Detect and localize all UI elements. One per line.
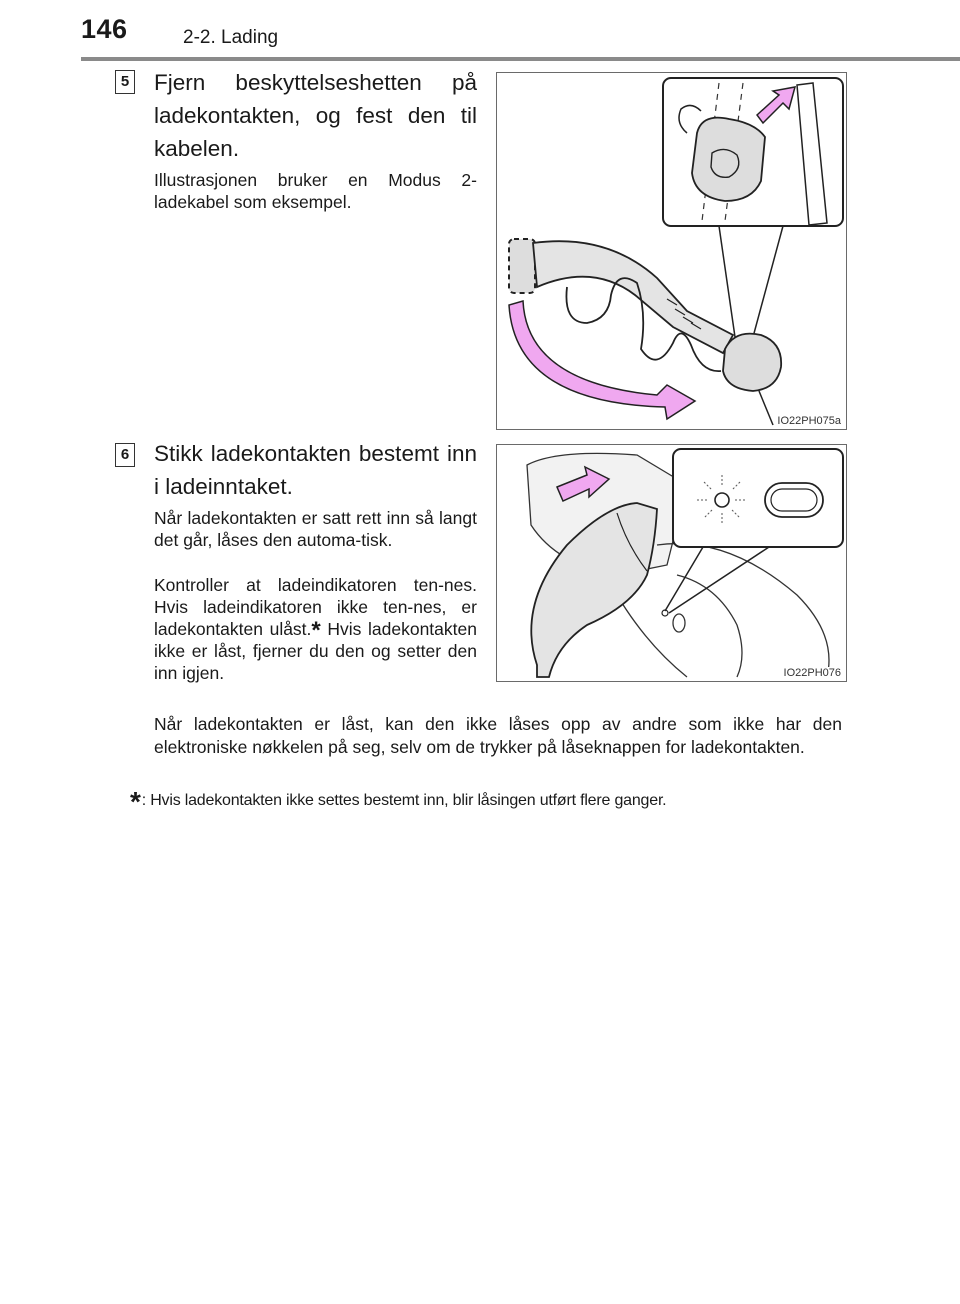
footnote-separator: : — [141, 792, 146, 809]
step-6-heading: Stikk ladekontakten bestemt inn i ladeinntaket. — [154, 441, 477, 499]
step-6-note-2-text: Kontroller at ladeindikatoren ten-nes. Hvis ladeindikatoren ikke ten-nes, er ladekontakten ulåst. — [154, 575, 477, 639]
step-6-note-2 — [154, 574, 477, 684]
figure-remove-cap — [496, 72, 847, 430]
inlet-illustration — [497, 445, 845, 680]
lock-paragraph: Når ladekontakten er låst, kan den ikke låses opp av andre som ikke har den elektroniske nøkkelen på seg, selv om de trykker på låseknappen for ladekontakten. — [154, 714, 842, 757]
asterisk-marker: * — [311, 617, 321, 644]
footnote-text: Hvis ladekontakten ikke settes bestemt inn, blir låsingen utført flere ganger. — [150, 792, 667, 809]
header-rule — [81, 57, 960, 61]
step-number-6: 6 — [115, 443, 135, 467]
step-6-note-1: Når ladekontakten er satt rett inn så langt det går, låses den automa-tisk. — [154, 508, 477, 550]
section-title: 2-2. Lading — [183, 27, 279, 48]
step-5-heading: Fjern beskyttelseshetten på ladekontakten, og fest den til kabelen. — [154, 70, 477, 161]
figure-insert-connector — [496, 444, 847, 682]
cap-illustration — [497, 73, 845, 428]
figure-label-075a: IO22PH075a — [777, 415, 841, 427]
step-number-5: 5 — [115, 70, 135, 94]
step-6-note-2-cont: Hvis ladekontakten ikke er låst, fjerner du den og setter den inn igjen. — [154, 619, 477, 683]
footnote — [130, 786, 850, 818]
footnote-marker: * — [130, 786, 141, 817]
page-number: 146 — [81, 14, 128, 44]
figure-label-076: IO22PH076 — [783, 667, 841, 679]
step-5-note: Illustrasjonen bruker en Modus 2-ladekabel som eksempel. — [154, 170, 477, 212]
